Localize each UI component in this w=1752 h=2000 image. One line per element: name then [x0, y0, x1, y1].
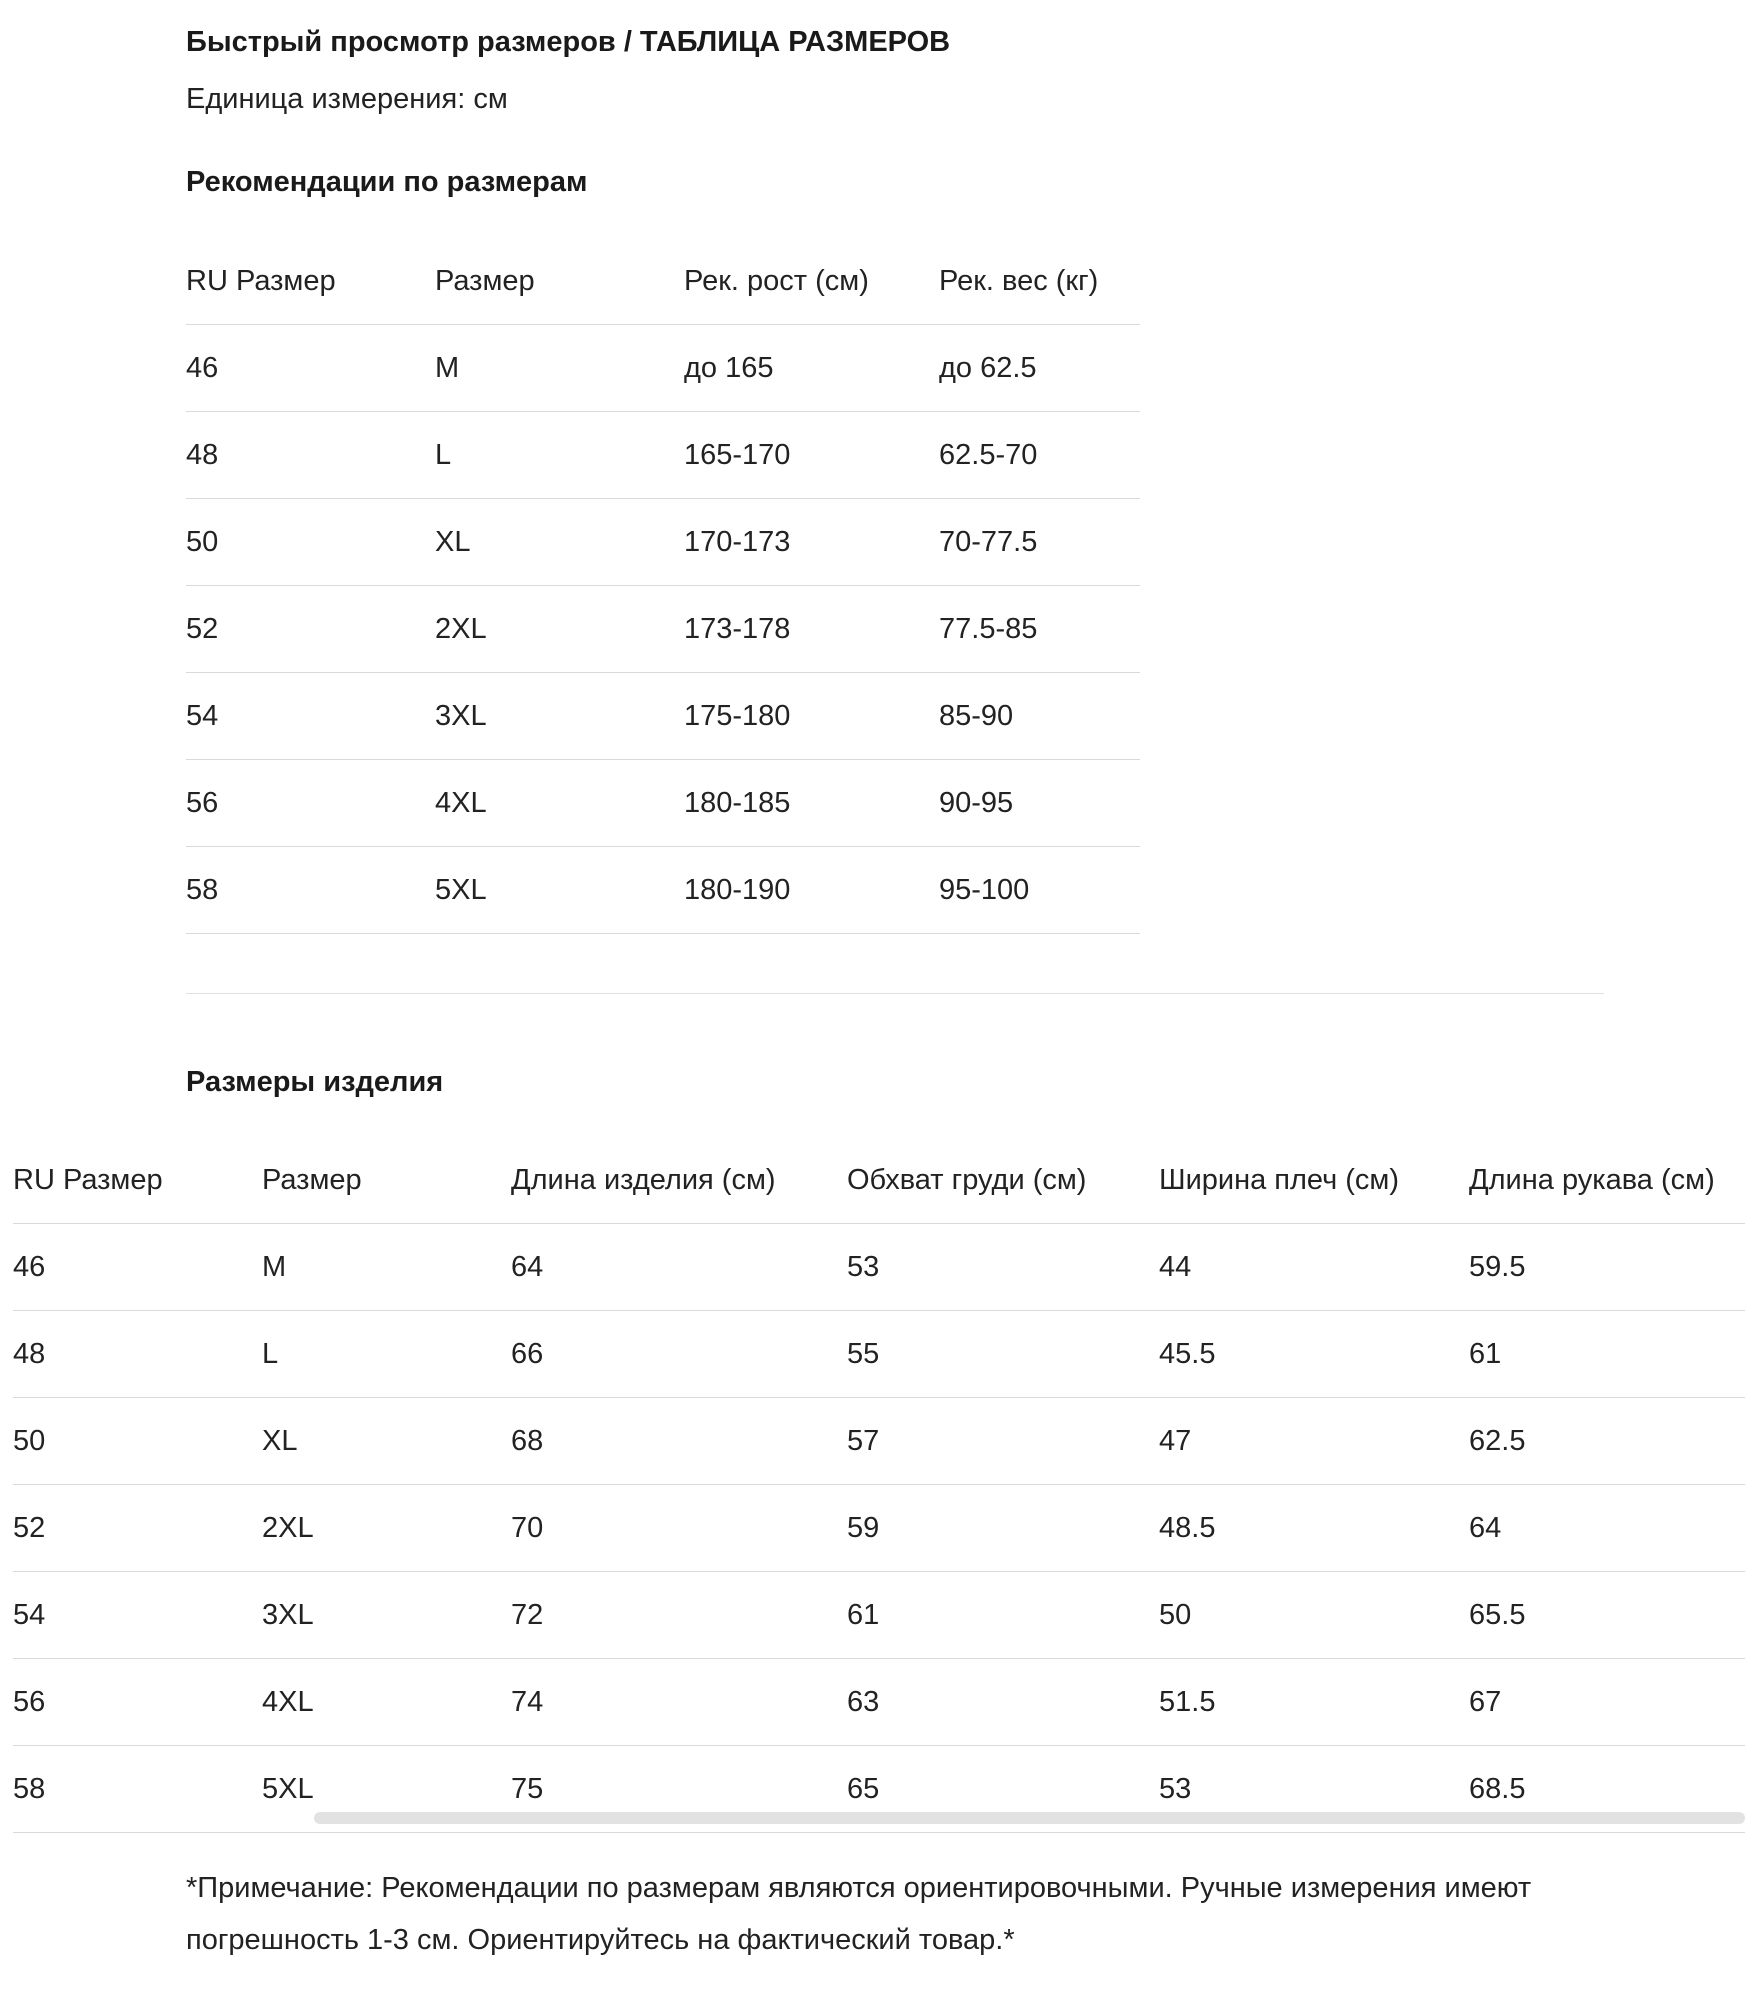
cell-rec-weight: 62.5-70 — [939, 412, 1140, 499]
cell-rec-height: 175-180 — [684, 673, 939, 760]
cell-garment-length: 75 — [511, 1746, 847, 1833]
column-header-sleeve-length: Длина рукава (см) — [1469, 1137, 1745, 1224]
cell-size: 5XL — [262, 1746, 511, 1833]
cell-size: 4XL — [435, 760, 684, 847]
column-header-garment-length: Длина изделия (см) — [511, 1137, 847, 1224]
table-row — [186, 586, 1140, 673]
cell-rec-weight: до 62.5 — [939, 325, 1140, 412]
cell-ru-size: 58 — [186, 847, 435, 934]
cell-rec-height: 170-173 — [684, 499, 939, 586]
cell-ru-size: 56 — [13, 1659, 262, 1746]
cell-ru-size: 50 — [186, 499, 435, 586]
cell-size: XL — [435, 499, 684, 586]
cell-size: 5XL — [435, 847, 684, 934]
column-header-rec-height: Рек. рост (см) — [684, 238, 939, 325]
scrollbar-thumb[interactable] — [314, 1812, 1745, 1824]
cell-garment-length: 66 — [511, 1311, 847, 1398]
size-note: *Примечание: Рекомендации по размерам являются ориентировочными. Ручные измерения имеют погрешность 1-3 см. Ориентируйтесь на фактический товар.* — [186, 1872, 1532, 1956]
cell-shoulder-width: 47 — [1159, 1398, 1469, 1485]
table-header-row — [186, 238, 1140, 325]
cell-sleeve-length: 59.5 — [1469, 1224, 1745, 1311]
cell-garment-length: 64 — [511, 1224, 847, 1311]
cell-ru-size: 46 — [186, 325, 435, 412]
horizontal-scrollbar[interactable] — [13, 1812, 1745, 1826]
cell-size: 4XL — [262, 1659, 511, 1746]
table-row — [186, 673, 1140, 760]
cell-chest: 57 — [847, 1398, 1159, 1485]
cell-rec-height: до 165 — [684, 325, 939, 412]
cell-ru-size: 52 — [13, 1485, 262, 1572]
recommendations-table — [186, 238, 1140, 934]
cell-chest: 63 — [847, 1659, 1159, 1746]
cell-rec-height: 180-190 — [684, 847, 939, 934]
cell-size: 3XL — [262, 1572, 511, 1659]
cell-shoulder-width: 45.5 — [1159, 1311, 1469, 1398]
cell-chest: 53 — [847, 1224, 1159, 1311]
column-header-size: Размер — [435, 238, 684, 325]
cell-garment-length: 74 — [511, 1659, 847, 1746]
table-row — [13, 1398, 1745, 1485]
cell-sleeve-length: 65.5 — [1469, 1572, 1745, 1659]
table-row — [186, 499, 1140, 586]
column-header-rec-weight: Рек. вес (кг) — [939, 238, 1140, 325]
unit-label: Единица измерения: см — [186, 83, 508, 115]
table-row — [13, 1485, 1745, 1572]
cell-ru-size: 54 — [186, 673, 435, 760]
cell-shoulder-width: 51.5 — [1159, 1659, 1469, 1746]
cell-sleeve-length: 64 — [1469, 1485, 1745, 1572]
table-row — [186, 412, 1140, 499]
column-header-ru-size: RU Размер — [13, 1137, 262, 1224]
cell-garment-length: 68 — [511, 1398, 847, 1485]
table-row — [13, 1311, 1745, 1398]
cell-chest: 59 — [847, 1485, 1159, 1572]
column-header-ru-size: RU Размер — [186, 238, 435, 325]
cell-ru-size: 58 — [13, 1746, 262, 1833]
cell-size: M — [262, 1224, 511, 1311]
table-row — [186, 325, 1140, 412]
cell-shoulder-width: 48.5 — [1159, 1485, 1469, 1572]
cell-rec-height: 180-185 — [684, 760, 939, 847]
cell-ru-size: 48 — [186, 412, 435, 499]
cell-rec-height: 173-178 — [684, 586, 939, 673]
cell-ru-size: 48 — [13, 1311, 262, 1398]
cell-ru-size: 56 — [186, 760, 435, 847]
cell-shoulder-width: 44 — [1159, 1224, 1469, 1311]
cell-garment-length: 70 — [511, 1485, 847, 1572]
cell-chest: 65 — [847, 1746, 1159, 1833]
cell-garment-length: 72 — [511, 1572, 847, 1659]
table-row — [13, 1659, 1745, 1746]
cell-rec-weight: 90-95 — [939, 760, 1140, 847]
table-row — [13, 1224, 1745, 1311]
cell-size: L — [435, 412, 684, 499]
table-row — [186, 847, 1140, 934]
cell-size: 2XL — [262, 1485, 511, 1572]
cell-chest: 55 — [847, 1311, 1159, 1398]
column-header-size: Размер — [262, 1137, 511, 1224]
cell-rec-weight: 77.5-85 — [939, 586, 1140, 673]
cell-rec-weight: 85-90 — [939, 673, 1140, 760]
table-row — [186, 760, 1140, 847]
table-row — [13, 1572, 1745, 1659]
cell-rec-weight: 95-100 — [939, 847, 1140, 934]
cell-shoulder-width: 53 — [1159, 1746, 1469, 1833]
cell-rec-weight: 70-77.5 — [939, 499, 1140, 586]
cell-size: M — [435, 325, 684, 412]
cell-size: L — [262, 1311, 511, 1398]
dimensions-title: Размеры изделия — [186, 1066, 444, 1098]
cell-ru-size: 46 — [13, 1224, 262, 1311]
cell-ru-size: 54 — [13, 1572, 262, 1659]
cell-size: 2XL — [435, 586, 684, 673]
page-title: Быстрый просмотр размеров / ТАБЛИЦА РАЗМЕРОВ — [186, 26, 951, 58]
cell-size: XL — [262, 1398, 511, 1485]
column-header-shoulder-width: Ширина плеч (см) — [1159, 1137, 1469, 1224]
cell-ru-size: 50 — [13, 1398, 262, 1485]
section-divider — [186, 993, 1604, 994]
cell-sleeve-length: 67 — [1469, 1659, 1745, 1746]
cell-size: 3XL — [435, 673, 684, 760]
cell-shoulder-width: 50 — [1159, 1572, 1469, 1659]
cell-sleeve-length: 68.5 — [1469, 1746, 1745, 1833]
table-header-row — [13, 1137, 1745, 1224]
column-header-chest: Обхват груди (см) — [847, 1137, 1159, 1224]
cell-rec-height: 165-170 — [684, 412, 939, 499]
recommendations-title: Рекомендации по размерам — [186, 166, 588, 198]
dimensions-table — [13, 1137, 1745, 1833]
cell-chest: 61 — [847, 1572, 1159, 1659]
cell-ru-size: 52 — [186, 586, 435, 673]
cell-sleeve-length: 61 — [1469, 1311, 1745, 1398]
cell-sleeve-length: 62.5 — [1469, 1398, 1745, 1485]
